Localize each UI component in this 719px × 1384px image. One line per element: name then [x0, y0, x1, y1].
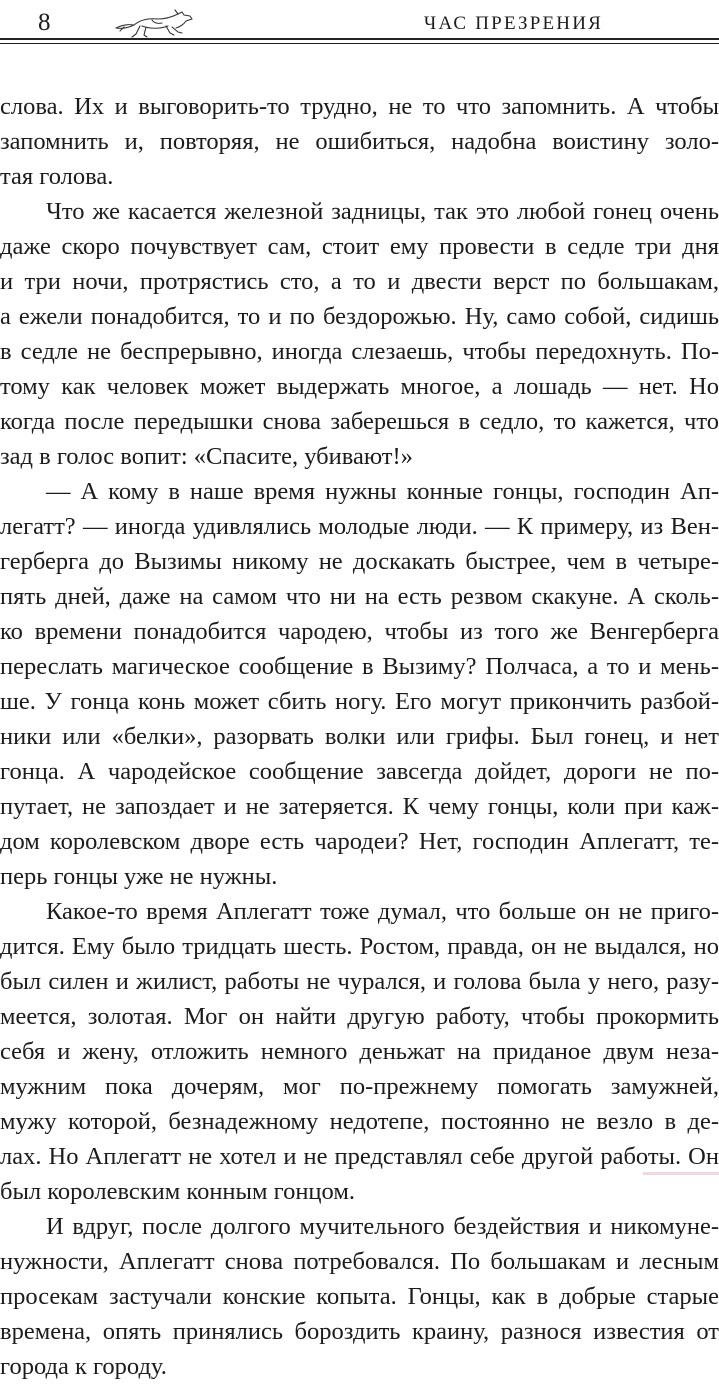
text-line: пять дней, даже на самом что ни на есть резвом скакуне. А сколь- [0, 583, 719, 610]
text-line: был королевским конным гонцом. [0, 1178, 355, 1205]
text-line: мужу которой, безнадежному недотепе, постоянно не везло в де- [0, 1108, 719, 1135]
text-line: путает, не запоздает и не затеряется. К чему гонцы, коли при каж- [0, 793, 719, 820]
text-line: даже скоро почувствует сам, стоит ему провести в седле три дня [0, 233, 719, 260]
header-rule [0, 38, 719, 40]
text-line: ко времени понадобится чародею, чтобы из того же Венгерберга [0, 618, 719, 645]
text-line: и три ночи, протрястись сто, а то и двести верст по большакам, [0, 268, 719, 295]
text-line: дится. Ему было тридцать шесть. Ростом, правда, он не выдался, но [0, 933, 719, 960]
text-line: герберга до Вызимы никому не доскакать быстрее, чем в четыре- [0, 548, 719, 575]
page-number: 8 [38, 9, 51, 36]
text-line: тая голова. [0, 163, 114, 190]
text-line: был силен и жилист, работы не чурался, и голова была у него, разу- [0, 968, 719, 995]
text-line: нужности, Аплегатт снова потребовался. По большакам и лесным [0, 1248, 719, 1275]
text-line: Какое-то время Аплегатт тоже думал, что больше он не приго- [46, 898, 719, 925]
text-line: дом королевском дворе есть чародеи? Нет, господин Аплегатт, те- [0, 828, 719, 855]
text-line: гонца. А чародейское сообщение завсегда дойдет, дороги не по- [0, 758, 719, 785]
text-line: времена, опять принялись бороздить краину, разнося известия от [0, 1318, 719, 1345]
text-line: слова. Их и выговорить-то трудно, не то что запомнить. А чтобы [0, 93, 719, 120]
text-line: города к городу. [0, 1353, 167, 1380]
text-line: запомнить и, повторяя, не ошибиться, надобна воистину золо- [0, 128, 719, 155]
text-line: перь гонцы уже не нужны. [0, 863, 278, 890]
text-line: в седле не беспрерывно, иногда слезаешь, чтобы передохнуть. По- [0, 338, 719, 365]
text-line: переслать магическое сообщение в Вызиму? Полчаса, а то и мень- [0, 653, 719, 680]
text-line: меется, золотая. Мог он найти другую работу, чтобы прокормить [0, 1003, 719, 1030]
body-text [0, 89, 719, 1384]
text-line: лах. Но Аплегатт не хотел и не представлял себе другой работы. Он [0, 1143, 719, 1170]
text-line: тому как человек может выдержать многое, а лошадь — нет. Но [0, 373, 719, 400]
wolf-icon [112, 6, 198, 40]
text-line: Что же касается железной задницы, так это любой гонец очень [46, 198, 719, 225]
text-line: ше. У гонца конь может сбить ногу. Его могут прикончить разбой- [0, 688, 719, 715]
text-line: себя и жену, отложить немного деньжат на приданое двум неза- [0, 1038, 719, 1065]
running-title: ЧАС ПРЕЗРЕНИЯ [423, 13, 603, 34]
text-line: ники или «белки», разорвать волки или грифы. Был гонец, и нет [0, 723, 719, 750]
text-line: а ежели понадобится, то и по бездорожью. Ну, само собой, сидишь [0, 303, 719, 330]
text-line: когда после передышки снова заберешься в седло, то кажется, что [0, 408, 719, 435]
text-line: И вдруг, после долгого мучительного бездействия и никомуне- [46, 1213, 719, 1240]
text-line: мужним пока дочерям, мог по-прежнему помогать замужней, [0, 1073, 719, 1100]
text-line: легатт? — иногда удивлялись молодые люди. — К примеру, из Вен- [0, 513, 719, 540]
page-header [0, 0, 719, 48]
header-rule-thin [0, 43, 719, 44]
text-line: зад в голос вопит: «Спасите, убивают!» [0, 443, 413, 470]
text-line: — А кому в наше время нужны конные гонцы, господин Ап- [46, 478, 719, 505]
text-line: просекам застучали конские копыта. Гонцы, как в добрые старые [0, 1283, 719, 1310]
